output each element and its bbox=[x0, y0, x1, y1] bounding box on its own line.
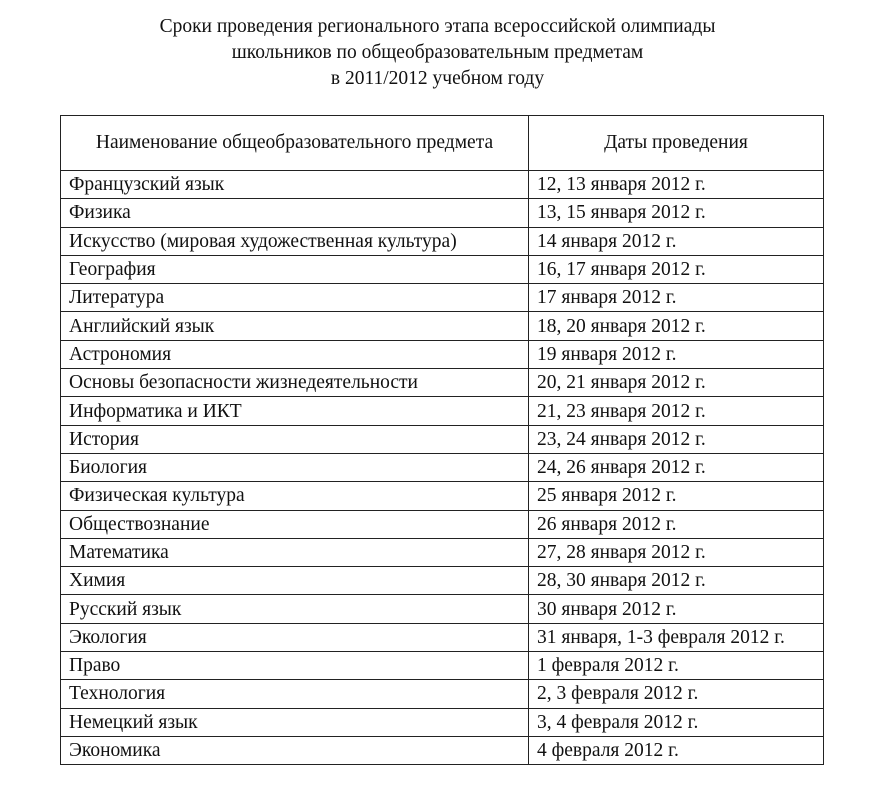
subject-cell: География bbox=[61, 255, 529, 283]
olympiad-schedule-table bbox=[60, 115, 824, 765]
subject-cell: Английский язык bbox=[61, 312, 529, 340]
subject-cell: Экономика bbox=[61, 736, 529, 764]
dates-cell: 19 января 2012 г. bbox=[529, 340, 824, 368]
subject-cell: Физика bbox=[61, 199, 529, 227]
dates-cell: 23, 24 января 2012 г. bbox=[529, 425, 824, 453]
table-header-row bbox=[61, 116, 824, 171]
table-body bbox=[61, 171, 824, 765]
table-row bbox=[61, 425, 824, 453]
table-row bbox=[61, 736, 824, 764]
table-row bbox=[61, 680, 824, 708]
table-row bbox=[61, 397, 824, 425]
table-row bbox=[61, 369, 824, 397]
table-row bbox=[61, 567, 824, 595]
dates-cell: 25 января 2012 г. bbox=[529, 482, 824, 510]
subject-cell: Русский язык bbox=[61, 595, 529, 623]
subject-cell: История bbox=[61, 425, 529, 453]
subject-cell: Химия bbox=[61, 567, 529, 595]
table-row bbox=[61, 708, 824, 736]
subject-cell: Немецкий язык bbox=[61, 708, 529, 736]
dates-cell: 2, 3 февраля 2012 г. bbox=[529, 680, 824, 708]
dates-cell: 1 февраля 2012 г. bbox=[529, 652, 824, 680]
header-dates: Даты проведения bbox=[529, 116, 824, 171]
table-row bbox=[61, 199, 824, 227]
table-row bbox=[61, 227, 824, 255]
dates-cell: 30 января 2012 г. bbox=[529, 595, 824, 623]
title-line-1: Сроки проведения регионального этапа всероссийской олимпиады bbox=[159, 16, 716, 37]
dates-cell: 28, 30 января 2012 г. bbox=[529, 567, 824, 595]
table-row bbox=[61, 284, 824, 312]
dates-cell: 4 февраля 2012 г. bbox=[529, 736, 824, 764]
subject-cell: Астрономия bbox=[61, 340, 529, 368]
dates-cell: 12, 13 января 2012 г. bbox=[529, 171, 824, 199]
document-title bbox=[0, 14, 875, 92]
subject-cell: Технология bbox=[61, 680, 529, 708]
dates-cell: 31 января, 1-3 февраля 2012 г. bbox=[529, 623, 824, 651]
table-row bbox=[61, 652, 824, 680]
subject-cell: Право bbox=[61, 652, 529, 680]
table-row bbox=[61, 595, 824, 623]
subject-cell: Физическая культура bbox=[61, 482, 529, 510]
subject-cell: Искусство (мировая художественная культура) bbox=[61, 227, 529, 255]
title-line-3: в 2011/2012 учебном году bbox=[330, 68, 545, 89]
subject-cell: Экология bbox=[61, 623, 529, 651]
header-subject: Наименование общеобразовательного предмета bbox=[61, 116, 529, 171]
dates-cell: 14 января 2012 г. bbox=[529, 227, 824, 255]
subject-cell: Математика bbox=[61, 538, 529, 566]
table-row bbox=[61, 171, 824, 199]
dates-cell: 24, 26 января 2012 г. bbox=[529, 453, 824, 481]
dates-cell: 27, 28 января 2012 г. bbox=[529, 538, 824, 566]
subject-cell: Основы безопасности жизнедеятельности bbox=[61, 369, 529, 397]
dates-cell: 16, 17 января 2012 г. bbox=[529, 255, 824, 283]
dates-cell: 17 января 2012 г. bbox=[529, 284, 824, 312]
table-row bbox=[61, 312, 824, 340]
dates-cell: 3, 4 февраля 2012 г. bbox=[529, 708, 824, 736]
dates-cell: 26 января 2012 г. bbox=[529, 510, 824, 538]
table-row bbox=[61, 482, 824, 510]
table-row bbox=[61, 538, 824, 566]
table-row bbox=[61, 340, 824, 368]
subject-cell: Информатика и ИКТ bbox=[61, 397, 529, 425]
subject-cell: Биология bbox=[61, 453, 529, 481]
subject-cell: Французский язык bbox=[61, 171, 529, 199]
table-row bbox=[61, 510, 824, 538]
title-line-2: школьников по общеобразовательным предметам bbox=[231, 42, 644, 63]
dates-cell: 18, 20 января 2012 г. bbox=[529, 312, 824, 340]
dates-cell: 20, 21 января 2012 г. bbox=[529, 369, 824, 397]
table-row bbox=[61, 623, 824, 651]
subject-cell: Обществознание bbox=[61, 510, 529, 538]
table-row bbox=[61, 453, 824, 481]
dates-cell: 21, 23 января 2012 г. bbox=[529, 397, 824, 425]
dates-cell: 13, 15 января 2012 г. bbox=[529, 199, 824, 227]
subject-cell: Литература bbox=[61, 284, 529, 312]
table-row bbox=[61, 255, 824, 283]
